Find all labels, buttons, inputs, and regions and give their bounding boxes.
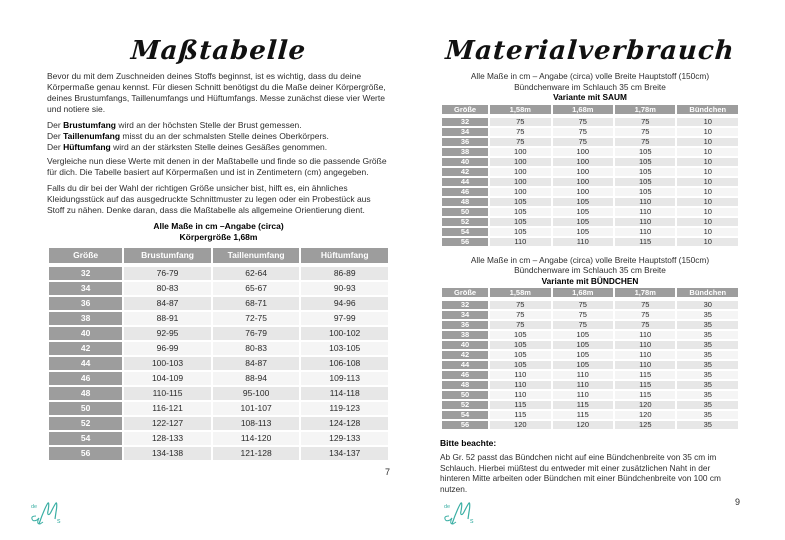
value-cell: 62-64 xyxy=(213,267,300,280)
value-cell: 110 xyxy=(553,238,613,246)
value-cell: 92-95 xyxy=(124,327,211,340)
caption-line-units: Alle Maße in cm –Angabe (circa) xyxy=(153,221,284,231)
value-cell: 105 xyxy=(553,351,613,359)
table-row xyxy=(442,371,738,379)
table-row xyxy=(442,208,738,216)
caption-buendchenware: Bündchenware im Schlauch 35 cm Breite xyxy=(514,81,666,92)
value-cell: 115 xyxy=(490,401,550,409)
column-header: 1,78m xyxy=(615,288,675,299)
size-cell: 54 xyxy=(442,411,488,419)
note-heading: Bitte beachte: xyxy=(440,438,497,448)
value-cell: 100 xyxy=(553,158,613,166)
table-row xyxy=(442,361,738,369)
value-cell: 80-83 xyxy=(213,342,300,355)
value-cell: 35 xyxy=(677,351,738,359)
value-cell: 105 xyxy=(553,198,613,206)
size-cell: 48 xyxy=(49,387,122,400)
size-cell: 50 xyxy=(442,391,488,399)
value-cell: 65-67 xyxy=(213,282,300,295)
value-cell: 75 xyxy=(615,118,675,126)
value-cell: 105 xyxy=(553,331,613,339)
value-cell: 108-113 xyxy=(213,417,300,430)
table-row xyxy=(442,198,738,206)
size-cell: 50 xyxy=(442,208,488,216)
value-cell: 35 xyxy=(677,391,738,399)
page-materialverbrauch xyxy=(440,36,740,507)
size-cell: 56 xyxy=(49,447,122,460)
page-title-materialverbrauch: Materialverbrauch xyxy=(444,36,736,66)
size-cell: 40 xyxy=(49,327,122,340)
value-cell: 90-93 xyxy=(301,282,388,295)
value-cell: 115 xyxy=(615,381,675,389)
value-cell: 125 xyxy=(615,421,675,429)
value-cell: 105 xyxy=(615,158,675,166)
value-cell: 100 xyxy=(490,188,550,196)
value-cell: 75 xyxy=(553,311,613,319)
value-cell: 35 xyxy=(677,341,738,349)
value-cell: 105 xyxy=(490,341,550,349)
ems-logo-icon xyxy=(28,498,64,528)
size-cell: 48 xyxy=(442,198,488,206)
value-cell: 115 xyxy=(615,238,675,246)
value-cell: 35 xyxy=(677,321,738,329)
definition-hueftumfang: Der Hüftumfang wird an der stärksten Stelle deines Gesäßes genommen. xyxy=(47,142,328,152)
value-cell: 105 xyxy=(553,218,613,226)
column-header: 1,58m xyxy=(490,288,550,299)
material-table-buendchen xyxy=(440,286,740,431)
size-cell: 44 xyxy=(442,178,488,186)
table-row xyxy=(49,402,388,415)
value-cell: 75 xyxy=(615,311,675,319)
compare-paragraph: Vergleiche nun diese Werte mit denen in der Maßtabelle und finde so die passende Größe für dich. Die Tabelle basiert auf Körpermaßen und ist in Zentimetern (cm) angegeben. xyxy=(47,156,387,177)
size-cell: 42 xyxy=(442,351,488,359)
note-body: Ab Gr. 52 passt das Bündchen nicht auf eine Bündchenbreite von 35 cm im Schlauch. Hierbei müßtest du entweder mit einer zusätzlichen Naht in der hinteren Mitte arbeiten oder Bündchen mit einer Bündchenbreite von 100 cm nutzen. xyxy=(440,452,721,494)
value-cell: 110 xyxy=(553,371,613,379)
svg-text:de: de xyxy=(31,504,38,510)
size-cell: 32 xyxy=(442,301,488,309)
page-number-right: 9 xyxy=(734,497,740,507)
caption-line-height: Körpergröße 1,68m xyxy=(179,232,258,242)
measurement-definitions xyxy=(47,120,390,153)
value-cell: 110 xyxy=(490,238,550,246)
definition-brustumfang: Der Brustumfang wird an der höchsten Stelle der Brust gemessen. xyxy=(47,120,302,130)
value-cell: 120 xyxy=(615,401,675,409)
table-row xyxy=(49,372,388,385)
table-row xyxy=(49,447,388,460)
value-cell: 75 xyxy=(490,311,550,319)
value-cell: 121-128 xyxy=(213,447,300,460)
table-row xyxy=(49,357,388,370)
column-header: 1,68m xyxy=(553,105,613,116)
value-cell: 72-75 xyxy=(213,312,300,325)
value-cell: 100 xyxy=(490,168,550,176)
svg-text:s: s xyxy=(57,518,61,525)
value-cell: 10 xyxy=(677,238,738,246)
value-cell: 110 xyxy=(615,331,675,339)
column-header: 1,68m xyxy=(553,288,613,299)
table-row xyxy=(49,327,388,340)
value-cell: 76-79 xyxy=(213,327,300,340)
variant-label-buendchen: Variante mit BÜNDCHEN xyxy=(541,275,639,286)
column-header: Größe xyxy=(442,288,488,299)
value-cell: 75 xyxy=(490,301,550,309)
table-row xyxy=(442,341,738,349)
value-cell: 75 xyxy=(553,321,613,329)
hint-paragraph: Falls du dir bei der Wahl der richtigen Größe unsicher bist, hilft es, ein ähnliches Kleidungsstück auf das ausgedruckte Schnittmuster zu legen oder ein Probestück aus Stoff zu nähen. Denke daran, dass die Maßtabelle als allgemeine Orientierung dient. xyxy=(47,183,371,215)
material-table-saum xyxy=(440,103,740,248)
value-cell: 75 xyxy=(553,118,613,126)
size-cell: 56 xyxy=(442,421,488,429)
size-cell: 36 xyxy=(49,297,122,310)
value-cell: 110 xyxy=(553,391,613,399)
size-cell: 36 xyxy=(442,138,488,146)
size-cell: 50 xyxy=(49,402,122,415)
size-cell: 46 xyxy=(49,372,122,385)
value-cell: 10 xyxy=(677,138,738,146)
value-cell: 105 xyxy=(490,331,550,339)
size-cell: 54 xyxy=(49,432,122,445)
value-cell: 10 xyxy=(677,168,738,176)
value-cell: 84-87 xyxy=(213,357,300,370)
value-cell: 110 xyxy=(553,381,613,389)
value-cell: 100 xyxy=(553,168,613,176)
value-cell: 75 xyxy=(615,128,675,136)
size-cell: 36 xyxy=(442,321,488,329)
value-cell: 105 xyxy=(553,228,613,236)
value-cell: 134-137 xyxy=(301,447,388,460)
size-cell: 38 xyxy=(442,148,488,156)
table-row xyxy=(49,432,388,445)
caption-units: Alle Maße in cm – Angabe (circa) volle Breite Hauptstoff (150cm) xyxy=(470,254,710,265)
value-cell: 110 xyxy=(615,228,675,236)
value-cell: 88-94 xyxy=(213,372,300,385)
value-cell: 124-128 xyxy=(301,417,388,430)
value-cell: 119-123 xyxy=(301,402,388,415)
table-row xyxy=(442,168,738,176)
table-header-row xyxy=(442,288,738,299)
buendchen-table-caption xyxy=(440,255,740,287)
value-cell: 94-96 xyxy=(301,297,388,310)
column-header: Taillenumfang xyxy=(213,248,300,265)
table-row xyxy=(442,391,738,399)
value-cell: 110-115 xyxy=(124,387,211,400)
value-cell: 105 xyxy=(553,208,613,216)
svg-text:s: s xyxy=(470,518,474,525)
definition-taillenumfang: Der Taillenumfang misst du an der schmalsten Stelle deines Oberkörpers. xyxy=(47,131,329,141)
value-cell: 80-83 xyxy=(124,282,211,295)
value-cell: 110 xyxy=(615,351,675,359)
size-cell: 40 xyxy=(442,341,488,349)
value-cell: 10 xyxy=(677,198,738,206)
table-row xyxy=(442,421,738,429)
value-cell: 97-99 xyxy=(301,312,388,325)
value-cell: 129-133 xyxy=(301,432,388,445)
value-cell: 35 xyxy=(677,381,738,389)
table-row xyxy=(442,411,738,419)
value-cell: 116-121 xyxy=(124,402,211,415)
value-cell: 114-118 xyxy=(301,387,388,400)
value-cell: 75 xyxy=(615,138,675,146)
value-cell: 110 xyxy=(490,381,550,389)
value-cell: 10 xyxy=(677,148,738,156)
value-cell: 105 xyxy=(615,168,675,176)
value-cell: 88-91 xyxy=(124,312,211,325)
table-row xyxy=(49,387,388,400)
value-cell: 105 xyxy=(490,351,550,359)
table-row xyxy=(442,158,738,166)
size-cell: 48 xyxy=(442,381,488,389)
svg-text:de: de xyxy=(444,504,451,510)
value-cell: 115 xyxy=(615,391,675,399)
table-row xyxy=(49,417,388,430)
size-cell: 32 xyxy=(442,118,488,126)
size-cell: 40 xyxy=(442,158,488,166)
column-header: Größe xyxy=(442,105,488,116)
table-row xyxy=(49,267,388,280)
table-row xyxy=(442,138,738,146)
table-row xyxy=(442,188,738,196)
value-cell: 100 xyxy=(490,158,550,166)
value-cell: 110 xyxy=(615,208,675,216)
value-cell: 110 xyxy=(490,391,550,399)
value-cell: 75 xyxy=(490,118,550,126)
size-cell: 44 xyxy=(442,361,488,369)
table-row xyxy=(442,381,738,389)
table-row xyxy=(442,238,738,246)
size-cell: 34 xyxy=(442,128,488,136)
table-row xyxy=(49,342,388,355)
caption-units: Alle Maße in cm – Angabe (circa) volle Breite Hauptstoff (150cm) xyxy=(470,71,710,81)
column-header: Brustumfang xyxy=(124,248,211,265)
value-cell: 75 xyxy=(553,301,613,309)
value-cell: 103-105 xyxy=(301,342,388,355)
value-cell: 105 xyxy=(553,341,613,349)
size-table xyxy=(47,246,390,462)
table-row xyxy=(442,321,738,329)
value-cell: 10 xyxy=(677,188,738,196)
value-cell: 110 xyxy=(615,218,675,226)
caption-buendchenware: Bündchenware im Schlauch 35 cm Breite xyxy=(514,265,666,275)
value-cell: 122-127 xyxy=(124,417,211,430)
value-cell: 105 xyxy=(490,228,550,236)
table-row xyxy=(442,401,738,409)
size-cell: 46 xyxy=(442,188,488,196)
value-cell: 75 xyxy=(490,138,550,146)
value-cell: 115 xyxy=(490,411,550,419)
value-cell: 100 xyxy=(490,178,550,186)
column-header: Bündchen xyxy=(677,105,738,116)
table-row xyxy=(442,351,738,359)
value-cell: 101-107 xyxy=(213,402,300,415)
table-row xyxy=(442,331,738,339)
value-cell: 110 xyxy=(615,341,675,349)
intro-paragraph: Bevor du mit dem Zuschneiden deines Stoffs beginnst, ist es wichtig, dass du deine Körpermaße genau kennst. Für diesen Schnitt benötigst du die Maße deiner Körpergröße, deines Brustumfangs, Taillenumfangs und Hüftumfangs. Messe zunächst diese vier Werte und notiere sie. xyxy=(47,71,386,114)
value-cell: 100-103 xyxy=(124,357,211,370)
column-header: 1,78m xyxy=(615,105,675,116)
value-cell: 120 xyxy=(615,411,675,419)
value-cell: 105 xyxy=(615,188,675,196)
value-cell: 35 xyxy=(677,361,738,369)
size-cell: 34 xyxy=(442,311,488,319)
value-cell: 106-108 xyxy=(301,357,388,370)
value-cell: 100 xyxy=(553,178,613,186)
size-cell: 32 xyxy=(49,267,122,280)
size-cell: 52 xyxy=(49,417,122,430)
value-cell: 110 xyxy=(615,198,675,206)
size-cell: 52 xyxy=(442,401,488,409)
table-row xyxy=(442,148,738,156)
value-cell: 10 xyxy=(677,118,738,126)
value-cell: 115 xyxy=(553,401,613,409)
variant-label-saum: Variante mit SAUM xyxy=(553,92,627,102)
size-cell: 42 xyxy=(442,168,488,176)
value-cell: 128-133 xyxy=(124,432,211,445)
value-cell: 115 xyxy=(553,411,613,419)
value-cell: 105 xyxy=(615,148,675,156)
value-cell: 110 xyxy=(615,361,675,369)
value-cell: 35 xyxy=(677,371,738,379)
size-cell: 38 xyxy=(442,331,488,339)
size-cell: 44 xyxy=(49,357,122,370)
value-cell: 110 xyxy=(490,371,550,379)
value-cell: 10 xyxy=(677,218,738,226)
size-cell: 54 xyxy=(442,228,488,236)
column-header: Bündchen xyxy=(677,288,738,299)
size-cell: 46 xyxy=(442,371,488,379)
value-cell: 10 xyxy=(677,158,738,166)
value-cell: 10 xyxy=(677,208,738,216)
page-number-left: 7 xyxy=(384,467,390,477)
value-cell: 35 xyxy=(677,311,738,319)
value-cell: 75 xyxy=(490,321,550,329)
value-cell: 35 xyxy=(677,421,738,429)
value-cell: 115 xyxy=(615,371,675,379)
value-cell: 76-79 xyxy=(124,267,211,280)
value-cell: 105 xyxy=(490,218,550,226)
value-cell: 75 xyxy=(615,301,675,309)
size-cell: 34 xyxy=(49,282,122,295)
table-row xyxy=(442,228,738,236)
value-cell: 86-89 xyxy=(301,267,388,280)
column-header: Hüftumfang xyxy=(301,248,388,265)
value-cell: 120 xyxy=(490,421,550,429)
table-header-row xyxy=(49,248,388,265)
table-row xyxy=(49,312,388,325)
value-cell: 75 xyxy=(553,138,613,146)
value-cell: 109-113 xyxy=(301,372,388,385)
value-cell: 10 xyxy=(677,228,738,236)
value-cell: 96-99 xyxy=(124,342,211,355)
value-cell: 104-109 xyxy=(124,372,211,385)
column-header: Größe xyxy=(49,248,122,265)
value-cell: 75 xyxy=(615,321,675,329)
value-cell: 100 xyxy=(553,188,613,196)
value-cell: 134-138 xyxy=(124,447,211,460)
ems-logo-icon xyxy=(441,498,477,528)
value-cell: 84-87 xyxy=(124,297,211,310)
table-row xyxy=(49,297,388,310)
value-cell: 105 xyxy=(490,361,550,369)
table-row xyxy=(442,118,738,126)
value-cell: 75 xyxy=(553,128,613,136)
size-cell: 52 xyxy=(442,218,488,226)
value-cell: 100 xyxy=(553,148,613,156)
table-row xyxy=(442,311,738,319)
page-masstabelle xyxy=(47,36,390,477)
value-cell: 105 xyxy=(615,178,675,186)
size-table-caption xyxy=(47,221,390,243)
table-row xyxy=(442,178,738,186)
value-cell: 95-100 xyxy=(213,387,300,400)
value-cell: 30 xyxy=(677,301,738,309)
value-cell: 100 xyxy=(490,148,550,156)
value-cell: 114-120 xyxy=(213,432,300,445)
value-cell: 68-71 xyxy=(213,297,300,310)
table-row xyxy=(442,218,738,226)
saum-table-caption xyxy=(440,71,740,103)
size-cell: 42 xyxy=(49,342,122,355)
table-row xyxy=(442,128,738,136)
table-header-row xyxy=(442,105,738,116)
value-cell: 35 xyxy=(677,411,738,419)
value-cell: 105 xyxy=(490,208,550,216)
table-row xyxy=(49,282,388,295)
size-cell: 56 xyxy=(442,238,488,246)
value-cell: 120 xyxy=(553,421,613,429)
table-row xyxy=(442,301,738,309)
value-cell: 75 xyxy=(490,128,550,136)
value-cell: 10 xyxy=(677,178,738,186)
value-cell: 35 xyxy=(677,331,738,339)
size-cell: 38 xyxy=(49,312,122,325)
value-cell: 100-102 xyxy=(301,327,388,340)
column-header: 1,58m xyxy=(490,105,550,116)
value-cell: 10 xyxy=(677,128,738,136)
value-cell: 35 xyxy=(677,401,738,409)
value-cell: 105 xyxy=(553,361,613,369)
value-cell: 105 xyxy=(490,198,550,206)
page-title-masstabelle: Maßtabelle xyxy=(129,36,308,66)
